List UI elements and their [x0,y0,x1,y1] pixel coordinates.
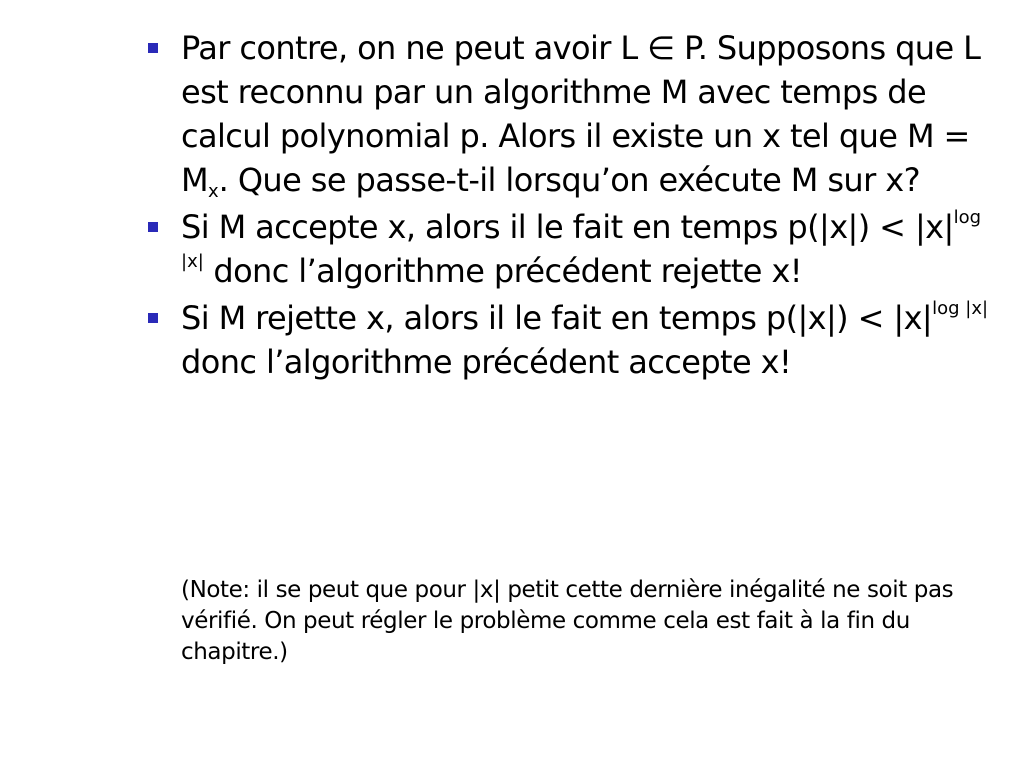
bullet-text-2 [181,208,981,290]
bullet-item-1 [148,26,1008,202]
superscript-log-x: log |x| [932,298,989,319]
bullet-1-part3: . Que se passe-t-il lorsqu’on exécute M sur x? [218,161,920,199]
bullet-list [148,26,1008,387]
superscript-log-x: log |x| [181,207,982,272]
square-bullet-icon [148,43,158,53]
bullet-item-3 [148,296,1008,384]
bullet-text-3 [181,299,988,381]
subscript-x: x [208,181,219,202]
bullet-2-part2: donc l’algorithme précédent rejette x! [203,252,803,290]
note-text: (Note: il se peut que pour |x| petit cette dernière inégalité ne soit pas vérifié. On peut régler le problème comme cela est fait à la fin du chapitre.) [181,577,954,665]
bullet-1-part1: Par contre, on ne peut avoir L [181,29,648,67]
square-bullet-icon [148,222,158,232]
square-bullet-icon [148,313,158,323]
bullet-3-part2: donc l’algorithme précédent accepte x! [181,343,792,381]
bullet-1-part2: P. Supposons que L est reconnu par un algorithme M avec temps de calcul polynomial p. Alors il existe un x tel que M = M [181,29,981,199]
bullet-text-1 [181,29,981,202]
element-of-symbol: ∈ [647,29,675,67]
bullet-3-part1: Si M rejette x, alors il le fait en temps p(|x|) < |x| [181,299,933,337]
bullet-2-part1: Si M accepte x, alors il le fait en temps p(|x|) < |x| [181,208,954,246]
bullet-item-2 [148,205,1008,293]
